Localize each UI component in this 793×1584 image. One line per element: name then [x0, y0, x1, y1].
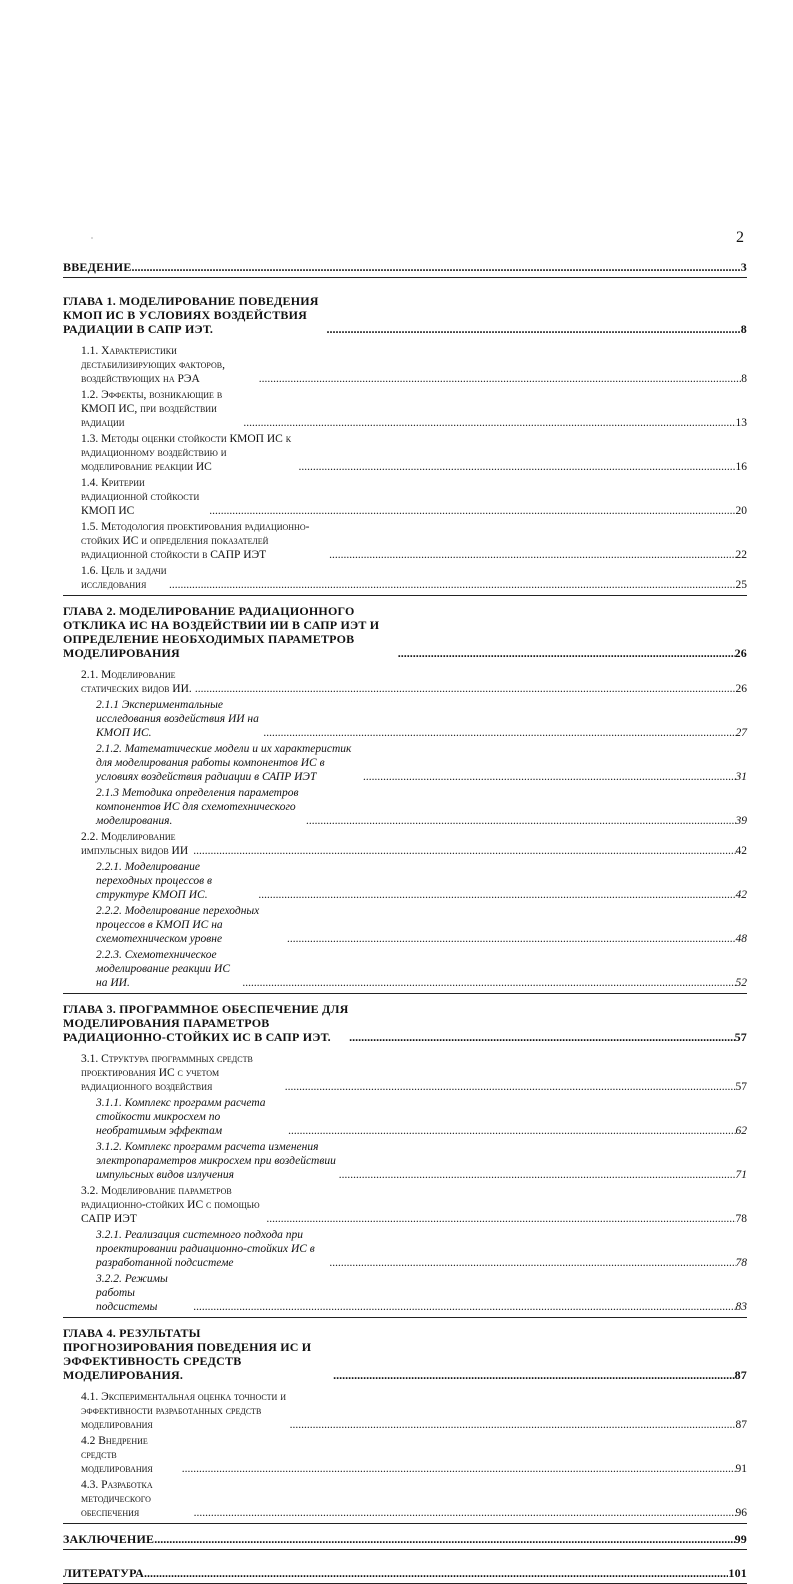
leader-dots	[266, 1212, 735, 1226]
leader-dots	[193, 1300, 735, 1314]
toc-entry-title: ГЛАВА 4. РЕЗУЛЬТАТЫ ПРОГНОЗИРОВАНИЯ ПОВЕДЕНИЯ ИС И ЭФФЕКТИВНОСТЬ СРЕДСТВ МОДЕЛИРОВАНИЯ.	[63, 1326, 312, 1382]
leader-dots	[398, 646, 735, 660]
leader-dots	[193, 844, 735, 858]
toc-entry-4-1[interactable]	[63, 1390, 747, 1432]
toc-entry-title: ГЛАВА 3. ПРОГРАММНОЕ ОБЕСПЕЧЕНИЕ ДЛЯ МОДЕЛИРОВАНИЯ ПАРАМЕТРОВ РАДИАЦИОННО-СТОЙКИХ ИС В САПР ИЭТ.	[63, 1002, 349, 1044]
leader-dots	[363, 770, 735, 784]
toc-entry-3-1-2[interactable]	[63, 1140, 747, 1182]
leader-dots	[288, 1124, 735, 1138]
toc-entry-2-2-3[interactable]	[63, 948, 747, 990]
toc-entry-title: 2.1.2. Математические модели и их характеристик для моделирования работы компонентов ИС в условиях воздействия радиации в САПР ИЭТ	[96, 743, 352, 783]
divider	[63, 595, 747, 596]
toc-entry-page: 27	[735, 727, 747, 739]
scan-speck	[91, 237, 93, 239]
toc-entry-title: ГЛАВА 1. МОДЕЛИРОВАНИЕ ПОВЕДЕНИЯ КМОП ИС В УСЛОВИЯХ ВОЗДЕЙСТВИЯ РАДИАЦИИ В САПР ИЭТ.	[63, 294, 319, 336]
toc-entry-2-1[interactable]	[63, 668, 747, 696]
toc-entry-page: 52	[735, 977, 747, 989]
toc-entry-title: 1.1. Характеристики дестабилизирующих факторов, воздействующих на РЭА	[81, 345, 225, 385]
toc-entry-page: 91	[735, 1463, 747, 1475]
toc-entry-3-1[interactable]	[63, 1052, 747, 1094]
leader-dots	[290, 1418, 736, 1432]
toc-entry-title: 2.2.2. Моделирование переходных процессов в КМОП ИС на схемотехническом уровне	[96, 905, 260, 945]
toc-entry-page: 83	[735, 1301, 747, 1313]
toc-entry-title: ЗАКЛЮЧЕНИЕ	[63, 1532, 155, 1546]
toc-entry-page: 39	[735, 815, 747, 827]
divider	[63, 1317, 747, 1318]
toc-entry-page: 8	[740, 322, 747, 336]
toc-entry-title: 4.3. Разработка методического обеспечения	[81, 1479, 153, 1519]
divider	[63, 277, 747, 278]
toc-entry-page: 96	[735, 1507, 747, 1519]
leader-dots	[298, 460, 735, 474]
toc-entry-title: 3.2.2. Режимы работы подсистемы	[96, 1273, 168, 1313]
leader-dots	[182, 1462, 736, 1476]
leader-dots	[243, 416, 735, 430]
leader-dots	[306, 814, 735, 828]
toc-entry-page: 42	[735, 845, 747, 857]
toc-entry-intro[interactable]	[63, 260, 747, 274]
leader-dots	[333, 1368, 735, 1382]
leader-dots	[194, 1506, 736, 1520]
toc-entry-page: 78	[735, 1213, 747, 1225]
toc-entry-page: 57	[734, 1030, 747, 1044]
toc-entry-title: 2.2.1. Моделирование переходных процессов в структуре КМОП ИС.	[96, 861, 213, 901]
toc-entry-page: 62	[735, 1125, 747, 1137]
toc-entry-4-2[interactable]	[63, 1434, 747, 1476]
toc-entry-page: 8	[741, 373, 747, 385]
leader-dots	[154, 1532, 734, 1546]
toc-entry-title: 3.1.2. Комплекс программ расчета изменения электропараметров микросхем при воздействии импульсных видов излучения	[96, 1141, 336, 1181]
toc-entry-title: 3.2. Моделирование параметров радиационно-стойких ИС с помощью САПР ИЭТ	[81, 1185, 260, 1225]
toc-entry-title: 2.2. Моделирование импульсных видов ИИ	[81, 831, 189, 857]
toc-entry-title: 1.4. Критерии радиационной стойкости КМОП ИС	[81, 477, 200, 517]
leader-dots	[259, 372, 742, 386]
toc-entry-title: 1.5. Методология проектирования радиационно-стойких ИС и определения показателей радиационной стойкости в САПР ИЭТ	[81, 521, 310, 561]
toc-entry-title: 2.2.3. Схемотехническое моделирование реакции ИС на ИИ.	[96, 949, 231, 989]
toc-entry-title: ЛИТЕРАТУРА	[63, 1566, 144, 1580]
page-number: 2	[736, 229, 744, 246]
leader-dots	[330, 1256, 736, 1270]
toc-entry-title: 2.1.3 Методика определения параметров компонентов ИС для схемотехнического моделирования.	[96, 787, 299, 827]
toc-entry-page: 22	[735, 549, 747, 561]
toc-entry-2-2-2[interactable]	[63, 904, 747, 946]
toc-entry-page: 57	[735, 1081, 747, 1093]
toc-entry-3-2[interactable]	[63, 1184, 747, 1226]
toc-entry-1-2[interactable]	[63, 388, 747, 430]
toc-entry-page: 87	[734, 1368, 747, 1382]
toc-entry-title: 3.2.1. Реализация системного подхода при проектировании радиационно-стойких ИС в разработанной подсистеме	[96, 1229, 315, 1269]
toc-entry-page: 16	[735, 461, 747, 473]
toc-entry-page: 71	[735, 1169, 747, 1181]
toc-entry-1-1[interactable]	[63, 344, 747, 386]
leader-dots	[259, 888, 736, 902]
toc-entry-page: 13	[735, 417, 747, 429]
toc-entry-title: 1.2. Эффекты, возникающие в КМОП ИС, при воздействии радиации	[81, 389, 223, 429]
divider	[63, 993, 747, 994]
leader-dots	[329, 548, 735, 562]
toc-entry-1-6[interactable]	[63, 564, 747, 592]
toc-entry-page: 25	[735, 579, 747, 591]
divider	[63, 1549, 747, 1550]
toc-entry-page: 99	[734, 1532, 747, 1546]
toc-entry-2-1-1[interactable]	[63, 698, 747, 740]
leader-dots	[209, 504, 735, 518]
leader-dots	[339, 1168, 736, 1182]
toc-entry-1-5[interactable]	[63, 520, 747, 562]
toc-entry-title: 3.1. Структура программных средств проектирования ИС с учетом радиационного воздействия	[81, 1053, 253, 1093]
toc-entry-page: 42	[735, 889, 747, 901]
toc-entry-3-1-1[interactable]	[63, 1096, 747, 1138]
toc-entry-references[interactable]	[63, 1566, 747, 1580]
toc-entry-title: 3.1.1. Комплекс программ расчета стойкости микросхем по необратимым эффектам	[96, 1097, 266, 1137]
toc-entry-title: 1.3. Методы оценки стойкости КМОП ИС к радиационному воздействию и моделирование реакции ИС	[81, 433, 292, 473]
leader-dots	[349, 1030, 734, 1044]
leader-dots	[195, 682, 736, 696]
toc-entry-title: 1.6. Цель и задачи исследования	[81, 565, 167, 591]
toc-entry-2-2-1[interactable]	[63, 860, 747, 902]
leader-dots	[144, 1566, 728, 1580]
toc-entry-page: 26	[735, 683, 747, 695]
toc-entry-page: 101	[728, 1566, 747, 1580]
toc-entry-chapter-3[interactable]	[63, 1002, 747, 1044]
leader-dots	[287, 932, 735, 946]
toc-entry-page: 26	[734, 646, 747, 660]
leader-dots	[243, 976, 736, 990]
leader-dots	[285, 1080, 736, 1094]
toc-entry-1-4[interactable]	[63, 476, 747, 518]
leader-dots	[326, 322, 740, 336]
divider	[63, 1523, 747, 1524]
toc-entry-4-3[interactable]	[63, 1478, 747, 1520]
toc-entry-chapter-4[interactable]	[63, 1326, 747, 1382]
toc-entry-2-1-2[interactable]	[63, 742, 747, 784]
toc-entry-conclusion[interactable]	[63, 1532, 747, 1546]
toc-entry-title: ВВЕДЕНИЕ	[63, 260, 132, 274]
leader-dots	[169, 578, 735, 592]
toc-entry-title: 2.1.1 Экспериментальные исследования воздействия ИИ на КМОП ИС.	[96, 699, 259, 739]
toc-entry-title: 4.2 Внедрение средств моделирования	[81, 1435, 153, 1475]
table-of-contents	[63, 260, 747, 1584]
toc-entry-chapter-1[interactable]	[63, 294, 747, 336]
toc-entry-chapter-2[interactable]	[63, 604, 747, 660]
toc-entry-page: 48	[735, 933, 747, 945]
toc-entry-title: ГЛАВА 2. МОДЕЛИРОВАНИЕ РАДИАЦИОННОГО ОТКЛИКА ИС НА ВОЗДЕЙСТВИИ ИИ В САПР ИЭТ И ОПРЕДЕЛЕНИЕ НЕОБХОДИМЫХ ПАРАМЕТРОВ МОДЕЛИРОВАНИЯ	[63, 604, 380, 660]
toc-entry-title: 2.1. Моделирование статических видов ИИ.	[81, 669, 192, 695]
toc-entry-page: 31	[735, 771, 747, 783]
toc-entry-page: 3	[740, 260, 747, 274]
toc-entry-3-2-2[interactable]	[63, 1272, 747, 1314]
toc-entry-3-2-1[interactable]	[63, 1228, 747, 1270]
leader-dots	[132, 260, 741, 274]
toc-entry-page: 20	[735, 505, 747, 517]
toc-entry-1-3[interactable]	[63, 432, 747, 474]
toc-entry-2-2[interactable]	[63, 830, 747, 858]
leader-dots	[264, 726, 736, 740]
toc-entry-2-1-3[interactable]	[63, 786, 747, 828]
toc-entry-title: 4.1. Экспериментальная оценка точности и эффективности разработанных средств моделирования	[81, 1391, 286, 1431]
toc-entry-page: 78	[735, 1257, 747, 1269]
toc-entry-page: 87	[735, 1419, 747, 1431]
